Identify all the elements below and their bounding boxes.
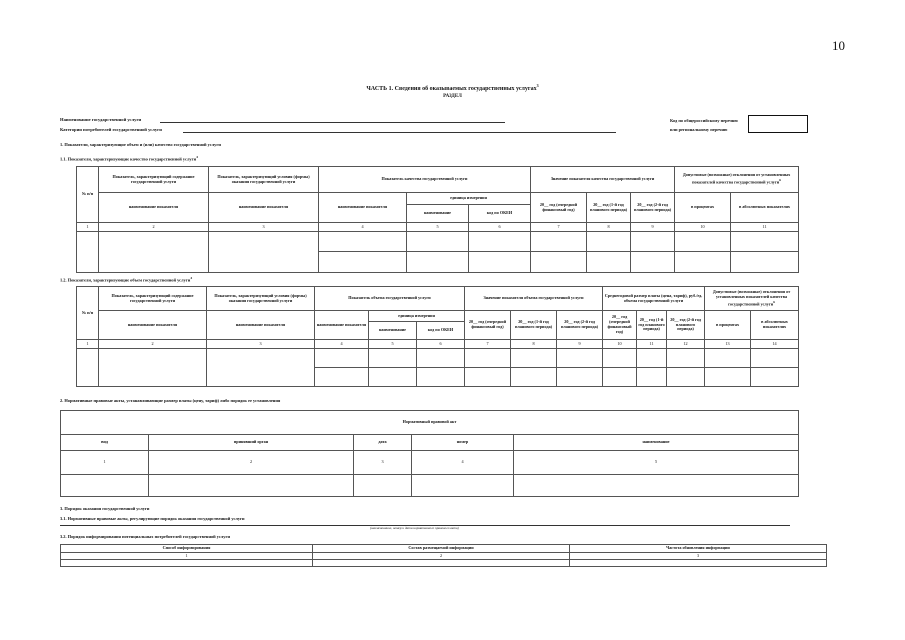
t1-h-quality: Показатель качества государственной услуги bbox=[319, 167, 531, 193]
t2-num-6: 6 bbox=[417, 340, 465, 349]
t1-num-9: 9 bbox=[631, 223, 675, 232]
t2-h-unit-name: наименование bbox=[369, 322, 417, 340]
t2-num-3: 3 bbox=[207, 340, 315, 349]
t1-h-y2: 20__ год (1-й год планового периода) bbox=[587, 193, 631, 223]
t2-h-y1: 20__ год (очередной финансовый год) bbox=[465, 311, 511, 340]
t2-h-y2: 20__ год (1-й год планового периода) bbox=[511, 311, 557, 340]
t1-cell[interactable] bbox=[587, 252, 631, 273]
t2-h-abs: в абсолютных показателях bbox=[751, 311, 799, 340]
t2-cell[interactable] bbox=[705, 368, 751, 387]
t1-cell[interactable] bbox=[731, 232, 799, 252]
t2-h-name-1: наименование показателя bbox=[99, 311, 207, 340]
t1-h-y1: 20__ год (очередной финансовый год) bbox=[531, 193, 587, 223]
code-label-line1: Код по общероссийскому перечню bbox=[670, 118, 738, 123]
t1-cell[interactable] bbox=[587, 232, 631, 252]
t1-num-11: 11 bbox=[731, 223, 799, 232]
t2-h-volume: Показатель объема государственной услуги bbox=[315, 287, 465, 311]
t2-cell[interactable] bbox=[667, 368, 705, 387]
informing-table bbox=[60, 544, 827, 567]
part-title bbox=[0, 83, 905, 92]
t2-num-8: 8 bbox=[511, 340, 557, 349]
t1-num-8: 8 bbox=[587, 223, 631, 232]
t1-cell[interactable] bbox=[99, 232, 209, 273]
t1-cell[interactable] bbox=[77, 232, 99, 273]
t4-cell[interactable] bbox=[61, 560, 313, 567]
t1-num-10: 10 bbox=[675, 223, 731, 232]
t1-h-okei: код по ОКЕИ bbox=[469, 205, 531, 223]
t1-cell[interactable] bbox=[531, 252, 587, 273]
t1-cell[interactable] bbox=[631, 232, 675, 252]
t1-num-4: 4 bbox=[319, 223, 407, 232]
t2-h-num: № п/п bbox=[77, 287, 99, 340]
t2-h-pct: в процентах bbox=[705, 311, 751, 340]
t2-num-9: 9 bbox=[557, 340, 603, 349]
t3-num-3: 3 bbox=[354, 451, 412, 475]
t2-h-p3: 20__ год (2-й год планового периода) bbox=[667, 311, 705, 340]
part-title-text: ЧАСТЬ 1. Сведения об оказываемых государственных услугах bbox=[366, 86, 537, 92]
section-title: РАЗДЕЛ bbox=[443, 94, 462, 99]
t2-num-5: 5 bbox=[369, 340, 417, 349]
t2-cell[interactable] bbox=[751, 349, 799, 368]
code-label-line2: или региональному перечню bbox=[670, 127, 728, 132]
t1-cell[interactable] bbox=[731, 252, 799, 273]
t3-num-4: 4 bbox=[412, 451, 514, 475]
t2-cell[interactable] bbox=[465, 368, 511, 387]
t2-cell[interactable] bbox=[705, 349, 751, 368]
item-3-heading: 3. Порядок оказания государственной услуги bbox=[60, 506, 150, 511]
t1-h-name-1: наименование показателя bbox=[99, 193, 209, 223]
t2-num-1: 1 bbox=[77, 340, 99, 349]
t3-cell[interactable] bbox=[354, 475, 412, 497]
consumer-category-field[interactable] bbox=[183, 127, 616, 133]
t2-cell[interactable] bbox=[603, 368, 637, 387]
t3-num-5: 5 bbox=[514, 451, 799, 475]
item-1-heading: 1. Показатели, характеризующие объем и (или) качество государственной услуги bbox=[60, 142, 221, 147]
t2-cell[interactable] bbox=[417, 349, 465, 368]
table-row bbox=[77, 232, 799, 252]
t2-num-11: 11 bbox=[637, 340, 667, 349]
t3-cell[interactable] bbox=[514, 475, 799, 497]
table-row bbox=[77, 349, 799, 368]
t2-h-y3: 20__ год (2-й год планового периода) bbox=[557, 311, 603, 340]
t1-cell[interactable] bbox=[209, 232, 319, 273]
t1-num-1: 1 bbox=[77, 223, 99, 232]
t1-h-name-3: наименование показателя bbox=[319, 193, 407, 223]
t3-header: Нормативный правовой акт bbox=[61, 411, 799, 435]
service-name-label: Наименование государственной услуги bbox=[60, 117, 142, 122]
t1-num-5: 5 bbox=[407, 223, 469, 232]
t2-num-4: 4 bbox=[315, 340, 369, 349]
t2-h-okei: код по ОКЕИ bbox=[417, 322, 465, 340]
t1-h-deviation-footnote: 6 bbox=[779, 178, 781, 183]
consumer-category-label: Категории потребителей государственной услуги bbox=[60, 127, 162, 132]
t2-h-unit: единица измерения bbox=[369, 311, 465, 322]
quality-indicators-table bbox=[76, 166, 799, 273]
t3-cell[interactable] bbox=[61, 475, 149, 497]
t1-h-deviation-text: Допустимые (возможные) отклонения от установленных показателей качества государственной услуги bbox=[682, 172, 791, 185]
t1-h-deviation bbox=[675, 167, 799, 193]
t2-h-deviation bbox=[705, 287, 799, 311]
item-1-1-footnote: 4 bbox=[196, 155, 198, 159]
t2-h-p1: 20__ год (очередной финансовый год) bbox=[603, 311, 637, 340]
t4-num-3: 3 bbox=[570, 553, 827, 560]
page-number: 10 bbox=[832, 38, 845, 53]
legal-acts-field[interactable] bbox=[60, 518, 790, 526]
t1-cell[interactable] bbox=[319, 232, 407, 252]
t2-cell[interactable] bbox=[667, 349, 705, 368]
item-3-1-heading: 3.1. Нормативные правовые акты, регулирующие порядок оказания государственной услуги bbox=[60, 516, 245, 521]
t2-cell[interactable] bbox=[369, 368, 417, 387]
item-3-2-heading: 3.2. Порядок информирования потенциальных потребителей государственной услуги bbox=[60, 534, 230, 539]
registry-code-box[interactable] bbox=[748, 115, 808, 133]
table-row bbox=[61, 475, 799, 497]
t2-num-14: 14 bbox=[751, 340, 799, 349]
t1-cell[interactable] bbox=[531, 232, 587, 252]
t2-num-10: 10 bbox=[603, 340, 637, 349]
t2-h-price: Среднегодовой размер платы (цена, тариф), руб./ед. объема государственной услуги bbox=[603, 287, 705, 311]
t3-num-1: 1 bbox=[61, 451, 149, 475]
t2-cell[interactable] bbox=[511, 349, 557, 368]
volume-indicators-table bbox=[76, 286, 799, 387]
t4-cell[interactable] bbox=[570, 560, 827, 567]
t3-h-num: номер bbox=[412, 435, 514, 451]
t4-h-method: Способ информирования bbox=[61, 545, 313, 553]
t2-h-deviation-text: Допустимые (возможные) отклонения от установленных показателей качества государственной услуги bbox=[712, 289, 791, 307]
t2-num-7: 7 bbox=[465, 340, 511, 349]
item-1-2-footnote: 4 bbox=[190, 276, 193, 280]
t1-cell[interactable] bbox=[319, 252, 407, 273]
t1-h-pct: в процентах bbox=[675, 193, 731, 223]
t2-h-deviation-footnote: 6 bbox=[773, 299, 775, 304]
item-1-1-heading bbox=[60, 155, 198, 161]
t1-cell[interactable] bbox=[407, 252, 469, 273]
t1-h-unit: единица измерения bbox=[407, 193, 531, 205]
t2-cell[interactable] bbox=[99, 349, 207, 387]
t2-h-name-3: наименование показателя bbox=[315, 311, 369, 340]
legal-acts-table bbox=[60, 410, 799, 497]
t2-cell[interactable] bbox=[637, 368, 667, 387]
t3-cell[interactable] bbox=[412, 475, 514, 497]
t2-cell[interactable] bbox=[417, 368, 465, 387]
t3-num-2: 2 bbox=[149, 451, 354, 475]
t3-h-type: вид bbox=[61, 435, 149, 451]
t2-h-p2: 20__ год (1-й год планового периода) bbox=[637, 311, 667, 340]
t2-cell[interactable] bbox=[77, 349, 99, 387]
t3-h-name: наименование bbox=[514, 435, 799, 451]
t1-h-num: № п/п bbox=[77, 167, 99, 223]
t1-cell[interactable] bbox=[675, 252, 731, 273]
t2-h-name-2: наименование показателя bbox=[207, 311, 315, 340]
t4-h-frequency: Частота обновления информации bbox=[570, 545, 827, 553]
t2-num-13: 13 bbox=[705, 340, 751, 349]
t2-cell[interactable] bbox=[315, 349, 369, 368]
item-1-2-heading bbox=[60, 276, 192, 282]
t1-num-6: 6 bbox=[469, 223, 531, 232]
t2-h-conditions: Показатель, характеризующий условия (формы) оказания государственной услуги bbox=[207, 287, 315, 311]
t3-h-org: принявший орган bbox=[149, 435, 354, 451]
t2-num-12: 12 bbox=[667, 340, 705, 349]
t1-num-2: 2 bbox=[99, 223, 209, 232]
t2-cell[interactable] bbox=[315, 368, 369, 387]
t1-h-content: Показатель, характеризующий содержание государственной услуги bbox=[99, 167, 209, 193]
t1-num-3: 3 bbox=[209, 223, 319, 232]
t1-h-y3: 20__ год (2-й год планового периода) bbox=[631, 193, 675, 223]
t2-cell[interactable] bbox=[557, 349, 603, 368]
t1-cell[interactable] bbox=[631, 252, 675, 273]
t2-cell[interactable] bbox=[511, 368, 557, 387]
t3-cell[interactable] bbox=[149, 475, 354, 497]
t1-cell[interactable] bbox=[407, 232, 469, 252]
t4-cell[interactable] bbox=[313, 560, 570, 567]
t1-h-abs: в абсолютных показателях bbox=[731, 193, 799, 223]
t1-h-conditions: Показатель, характеризующий условия (формы) оказания государственной услуги bbox=[209, 167, 319, 193]
t4-num-2: 2 bbox=[313, 553, 570, 560]
t2-cell[interactable] bbox=[751, 368, 799, 387]
t2-h-value: Значение показателя объема государственной услуги bbox=[465, 287, 603, 311]
item-1-1-text: 1.1. Показатели, характеризующие качество государственной услуги bbox=[60, 156, 197, 162]
t2-cell[interactable] bbox=[603, 349, 637, 368]
t1-h-value: Значение показателя качества государственной услуги bbox=[531, 167, 675, 193]
t1-cell[interactable] bbox=[675, 232, 731, 252]
t2-cell[interactable] bbox=[465, 349, 511, 368]
t2-h-content: Показатель, характеризующий содержание государственной услуги bbox=[99, 287, 207, 311]
t4-num-1: 1 bbox=[61, 553, 313, 560]
t1-num-7: 7 bbox=[531, 223, 587, 232]
t2-cell[interactable] bbox=[207, 349, 315, 387]
t2-cell[interactable] bbox=[557, 368, 603, 387]
table-row bbox=[61, 560, 827, 567]
t1-h-name-2: наименование показателя bbox=[209, 193, 319, 223]
t3-h-date: дата bbox=[354, 435, 412, 451]
t2-cell[interactable] bbox=[637, 349, 667, 368]
t2-num-2: 2 bbox=[99, 340, 207, 349]
t1-cell[interactable] bbox=[469, 252, 531, 273]
t2-cell[interactable] bbox=[369, 349, 417, 368]
t1-cell[interactable] bbox=[469, 232, 531, 252]
service-name-field[interactable] bbox=[160, 117, 505, 123]
item-1-2-text: 1.2. Показатели, характеризующие объем государственной услуги bbox=[60, 277, 191, 283]
item-2-heading: 2. Нормативные правовые акты, устанавливающие размер платы (цену, тариф) либо порядок ее установления bbox=[60, 398, 281, 403]
part-title-footnote: 3 bbox=[536, 83, 539, 88]
t1-h-unit-name: наименование bbox=[407, 205, 469, 223]
item-3-1-hint: (наименование, номер и дата нормативного правового акта) bbox=[370, 526, 459, 530]
t4-h-content: Состав размещаемой информации bbox=[313, 545, 570, 553]
